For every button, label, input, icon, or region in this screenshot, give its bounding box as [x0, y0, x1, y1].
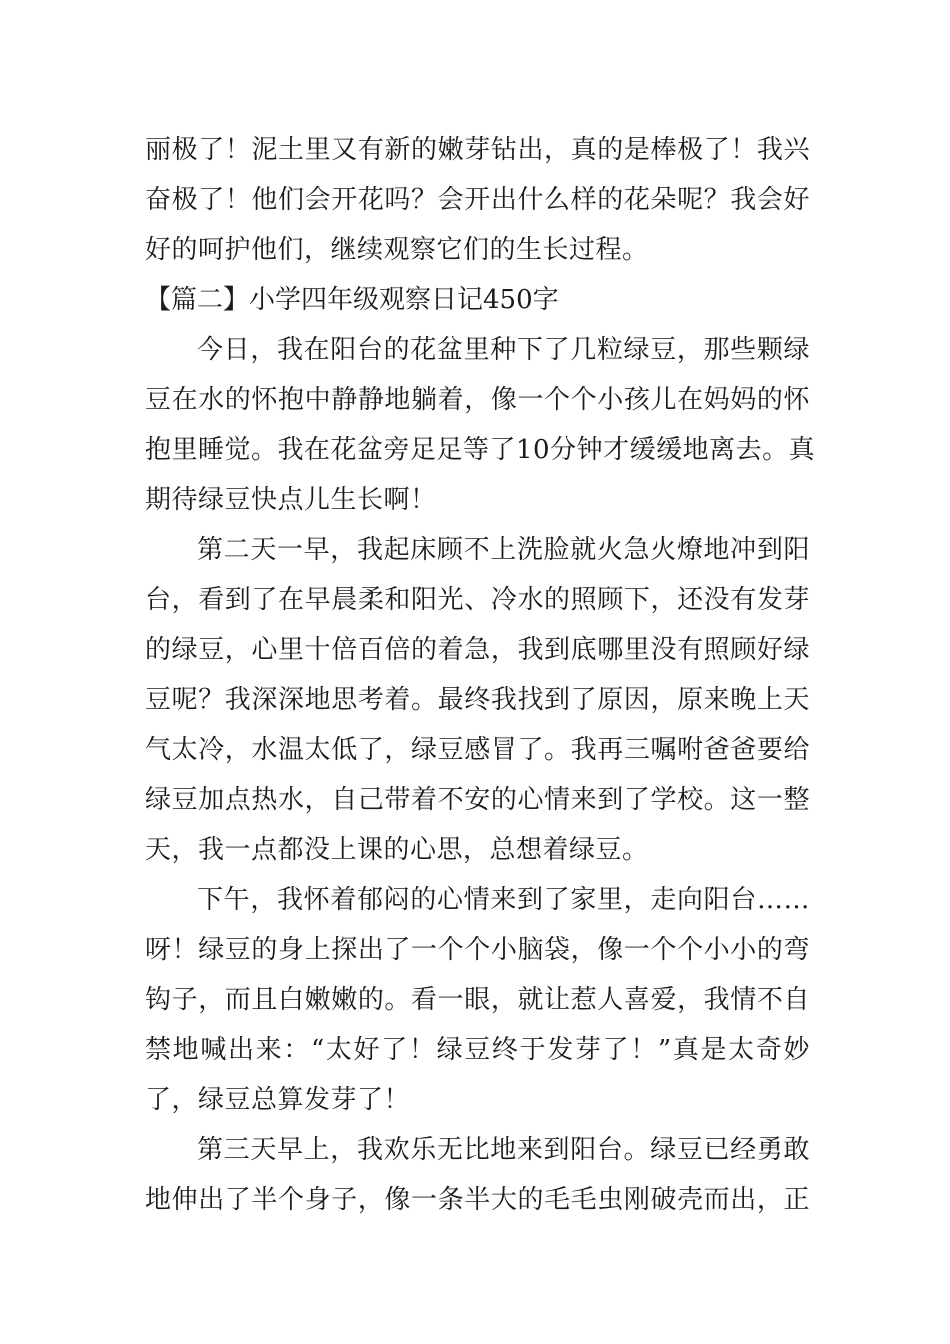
- text-line: 抱里睡觉。我在花盆旁足足等了10分钟才缓缓地离去。真: [145, 435, 816, 465]
- text-line: 豆呢？我深深地思考着。最终我找到了原因，原来晚上天: [145, 685, 810, 715]
- text-line: 下午，我怀着郁闷的心情来到了家里，走向阳台……: [197, 885, 810, 915]
- text-line: 期待绿豆快点儿生长啊！: [145, 485, 437, 515]
- text-line: 的绿豆，心里十倍百倍的着急，我到底哪里没有照顾好绿: [145, 635, 810, 665]
- text-line: 钩子，而且白嫩嫩的。看一眼，就让惹人喜爱，我情不自: [145, 985, 810, 1015]
- text-line: 台，看到了在早晨柔和阳光、冷水的照顾下，还没有发芽: [145, 585, 810, 615]
- text-line: 气太冷，水温太低了，绿豆感冒了。我再三嘱咐爸爸要给: [145, 735, 810, 765]
- text-line: 第三天早上，我欢乐无比地来到阳台。绿豆已经勇敢: [197, 1135, 810, 1165]
- text-line: 奋极了！他们会开花吗？会开出什么样的花朵呢？我会好: [145, 185, 810, 215]
- text-line: 天，我一点都没上课的心思，总想着绿豆。: [145, 835, 649, 865]
- text-line: 禁地喊出来：“太好了！绿豆终于发芽了！”真是太奇妙: [145, 1035, 810, 1065]
- text-line: 了，绿豆总算发芽了！: [145, 1085, 411, 1115]
- text-line: 今日，我在阳台的花盆里种下了几粒绿豆，那些颗绿: [197, 335, 810, 365]
- text-line: 豆在水的怀抱中静静地躺着，像一个个小孩儿在妈妈的怀: [145, 385, 810, 415]
- text-line: 绿豆加点热水，自己带着不安的心情来到了学校。这一整: [145, 785, 810, 815]
- section-heading: 【篇二】小学四年级观察日记450字: [145, 285, 559, 315]
- text-line: 地伸出了半个身子，像一条半大的毛毛虫刚破壳而出，正: [145, 1185, 810, 1215]
- text-line: 呀！绿豆的身上探出了一个个小脑袋，像一个个小小的弯: [145, 935, 810, 965]
- text-line: 第二天一早，我起床顾不上洗脸就火急火燎地冲到阳: [197, 535, 810, 565]
- text-line: 丽极了！泥土里又有新的嫩芽钻出，真的是棒极了！我兴: [145, 135, 810, 165]
- text-line: 好的呵护他们，继续观察它们的生长过程。: [145, 235, 649, 265]
